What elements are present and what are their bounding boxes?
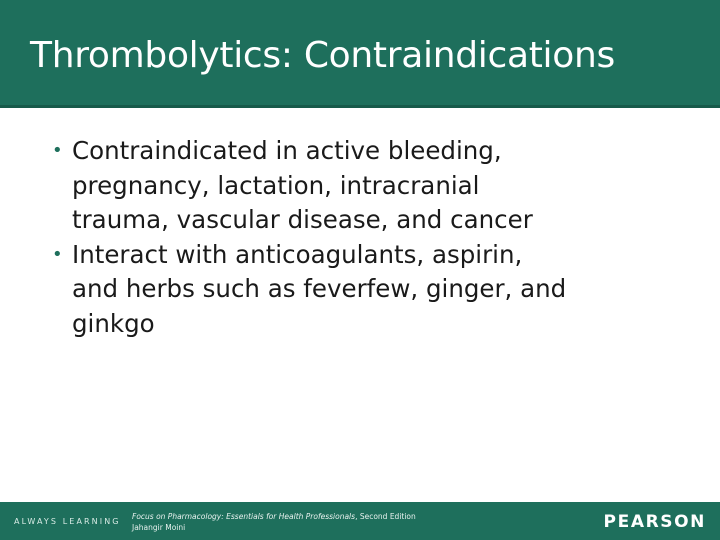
bullet-line: Contraindicated in active bleeding, [72, 136, 502, 165]
bullet-marker: • [52, 243, 63, 265]
bullet-marker: • [52, 140, 63, 161]
footer-bar [0, 502, 720, 540]
bullet-item [52, 134, 702, 238]
bullet-line: pregnancy, lactation, intracranial [72, 170, 480, 200]
bullet-line: and herbs such as feverfew, ginger, and [72, 274, 567, 303]
title-bar [0, 0, 720, 108]
bullet-line: Interact with anticoagulants, aspirin, [72, 239, 523, 269]
footer-book-title: Focus on Pharmacology: Essentials for Health Professionals [132, 512, 356, 521]
footer-tagline: ALWAYS LEARNING [14, 517, 121, 526]
bullet-item [52, 238, 702, 342]
bullet-line: ginkgo [72, 308, 155, 338]
title-divider [0, 105, 720, 108]
bullet-list [52, 134, 702, 341]
slide-title: Thrombolytics: Contraindications [30, 35, 615, 76]
pearson-logo: PEARSON [603, 512, 706, 532]
bullet-line: trauma, vascular disease, and cancer [72, 205, 533, 234]
footer-citation [132, 511, 416, 533]
footer-edition: , Second Edition [355, 512, 416, 521]
footer-author: Jahangir Moini [132, 523, 186, 532]
